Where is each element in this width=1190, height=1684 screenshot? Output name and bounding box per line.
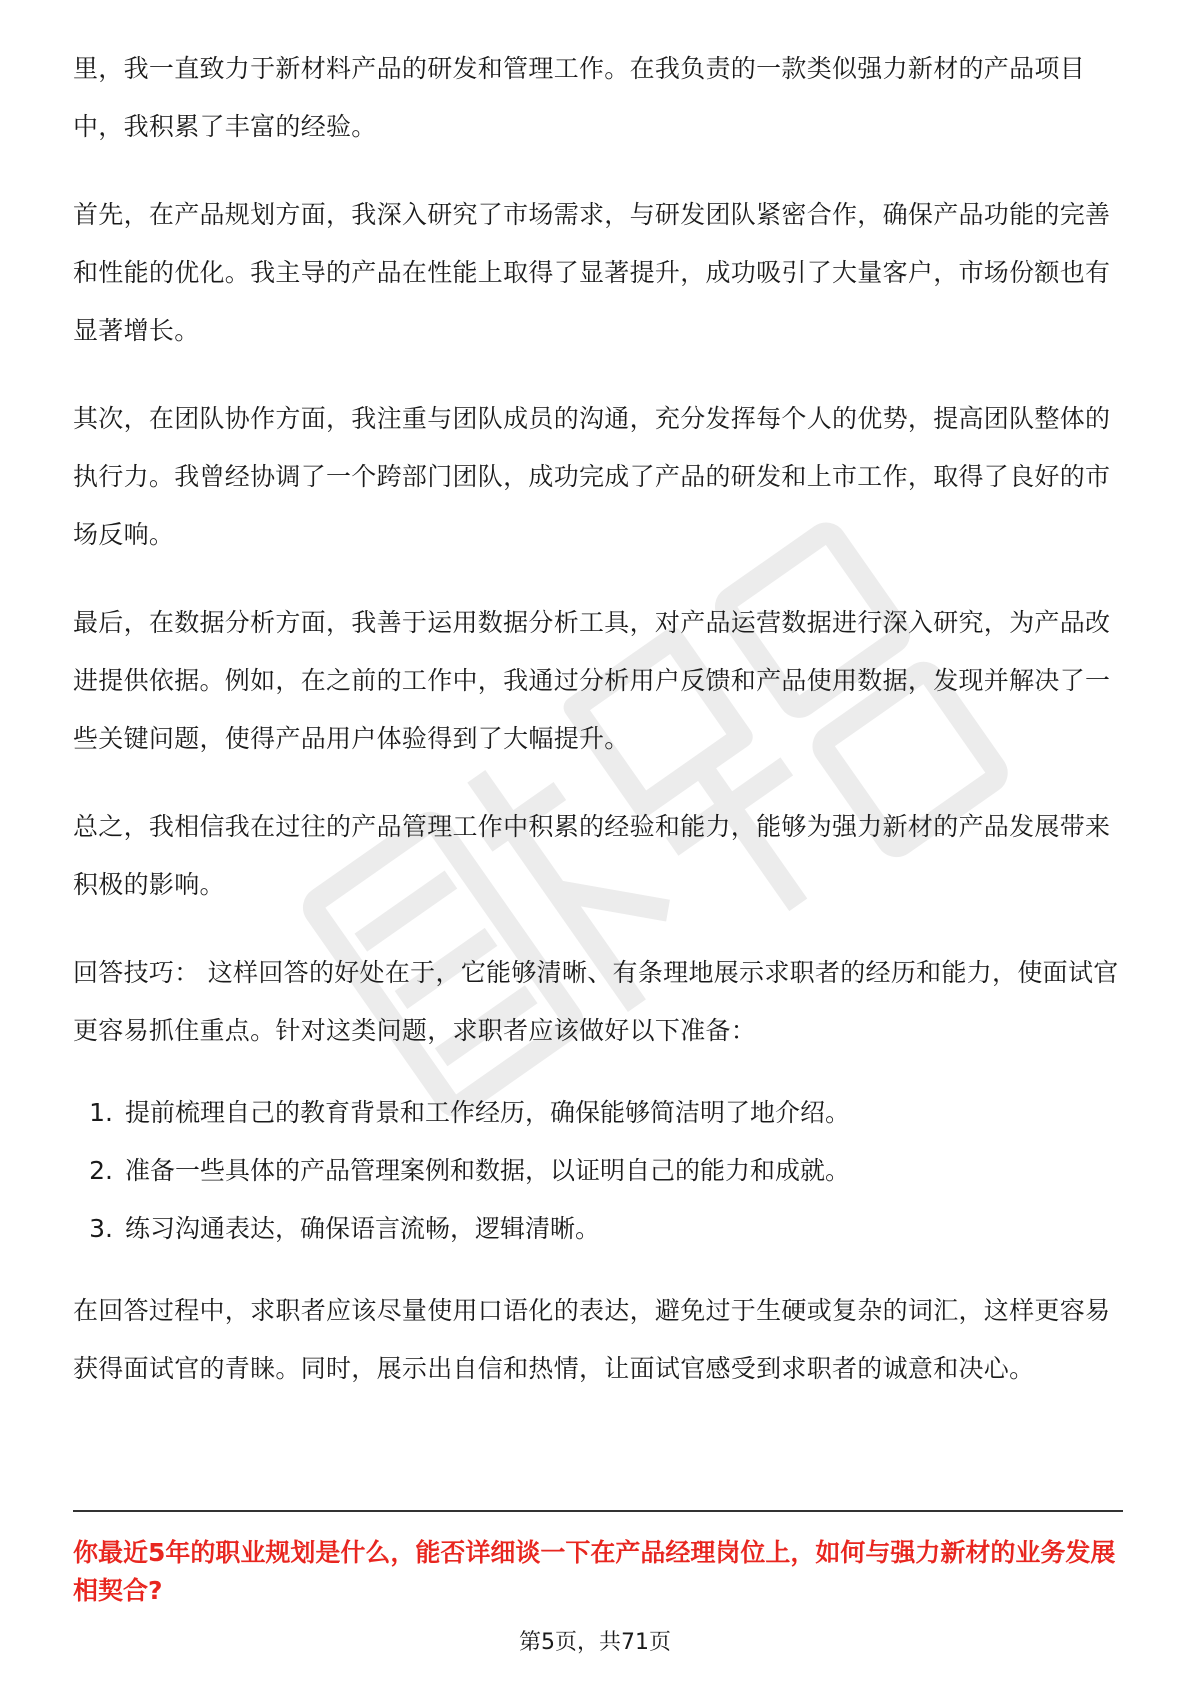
preparation-list xyxy=(73,1084,1123,1258)
answer-tips: 回答技巧： 这样回答的好处在于，它能够清晰、有条理地展示求职者的经历和能力，使面试官更容易抓住重点。针对这类问题，求职者应该做好以下准备： xyxy=(73,958,1119,1045)
list-item-text: 提前梳理自己的教育背景和工作经历，确保能够简洁明了地介绍。 xyxy=(125,1098,851,1127)
list-item xyxy=(73,1200,1123,1258)
list-item xyxy=(73,1142,1123,1200)
page-footer: 第5页，共71页 xyxy=(519,1630,671,1655)
list-item-number: 2. xyxy=(89,1156,113,1185)
paragraph-summary: 总之，我相信我在过往的产品管理工作中积累的经验和能力，能够为强力新材的产品发展带来积极的影响。 xyxy=(73,812,1111,899)
main-content xyxy=(73,40,1123,1428)
list-item-text: 准备一些具体的产品管理案例和数据，以证明自己的能力和成就。 xyxy=(125,1156,851,1185)
list-item xyxy=(73,1084,1123,1142)
paragraph-team-collaboration: 其次，在团队协作方面，我注重与团队成员的沟通，充分发挥每个人的优势，提高团队整体的执行力。我曾经协调了一个跨部门团队，成功完成了产品的研发和上市工作，取得了良好的市场反响。 xyxy=(73,404,1111,549)
next-question-heading: 你最近5年的职业规划是什么，能否详细谈一下在产品经理岗位上，如何与强力新材的业务发展相契合? xyxy=(73,1538,1116,1605)
paragraph-intro: 里，我一直致力于新材料产品的研发和管理工作。在我负责的一款类似强力新材的产品项目中，我积累了丰富的经验。 xyxy=(73,54,1086,141)
paragraph-data-analysis: 最后，在数据分析方面，我善于运用数据分析工具，对产品运营数据进行深入研究，为产品改进提供依据。例如，在之前的工作中，我通过分析用户反馈和产品使用数据，发现并解决了一些关键问题，使得产品用户体验得到了大幅提升。 xyxy=(73,608,1111,753)
paragraph-product-planning: 首先，在产品规划方面，我深入研究了市场需求，与研发团队紧密合作，确保产品功能的完善和性能的优化。我主导的产品在性能上取得了显著提升，成功吸引了大量客户，市场份额也有显著增长。 xyxy=(73,200,1111,345)
paragraph-closing: 在回答过程中，求职者应该尽量使用口语化的表达，避免过于生硬或复杂的词汇，这样更容易获得面试官的青睐。同时，展示出自信和热情，让面试官感受到求职者的诚意和决心。 xyxy=(73,1296,1111,1383)
section-divider xyxy=(73,1510,1123,1512)
list-item-number: 1. xyxy=(89,1098,113,1127)
list-item-text: 练习沟通表达，确保语言流畅，逻辑清晰。 xyxy=(125,1214,601,1243)
list-item-number: 3. xyxy=(89,1214,113,1243)
